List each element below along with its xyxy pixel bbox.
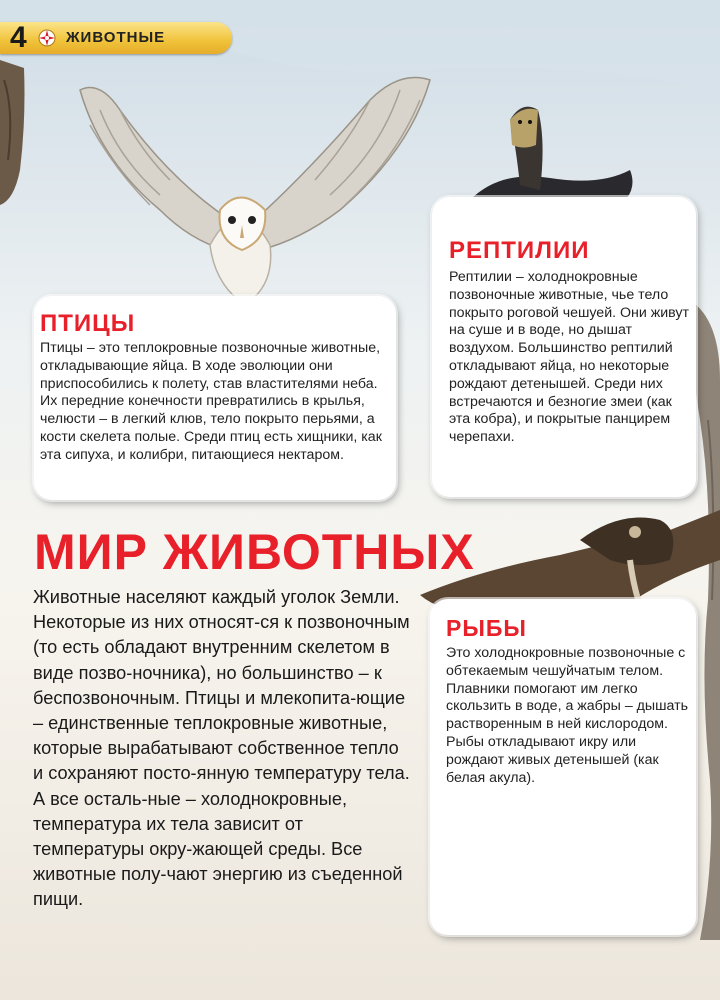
page-number: 4 [10,21,27,54]
reptiles-card [432,197,696,497]
barn-owl-illustration [60,70,440,330]
reptiles-text: Рептилии – холоднокровные позвоночные животные, чье тело покрыто роговой чешуей. Они живут на суше и в воде, но дышат воздухом. Большинство рептилий откладывают яйца, но некоторые рождают детенышей. Среди них встречаются и безногие змеи (как эта кобра), и покрытые панцирем черепахи. [449,269,689,446]
reptiles-heading: РЕПТИЛИИ [449,237,590,264]
page-header-tab [0,22,232,54]
fish-card [430,599,696,935]
birds-card [34,296,396,500]
fish-heading: РЫБЫ [446,615,527,641]
birds-text: Птицы – это теплокровные позвоночные животные, откладывающие яйца. В ходе эволюции они приспособились к полету, став властителями неба. Их передние конечности превратились в крылья, челюсти – в легкий клюв, тело покрыто перьями, а кости скелета полые. Среди птиц есть хищники, как эта сипуха, и колибри, питающиеся нектаром. [40,340,382,463]
fish-text: Это холоднокровные позвоночные с обтекаемым чешуйчатым телом. Плавники помогают им легко скользить в воде, а жабры – дышать растворенным в ней кислородом. Рыбы откладывают икру или рождают живых детенышей (как белая акула). [446,645,688,786]
section-label: ЖИВОТНЫЕ [66,29,166,46]
page-title: МИР ЖИВОТНЫХ [34,524,475,580]
birds-heading: ПТИЦЫ [40,310,136,337]
intro-text: Животные населяют каждый уголок Земли. Некоторые из них относят-ся к позвоночным (то есть обладают внутренним скелетом в виде позво-ночника), но большинство – к беспозвоночным. Птицы и млекопита-ющие – единственные теплокровные животные, которые вырабатывают собственное тепло и сохраняют посто-янную температуру тела. А все осталь-ные – холоднокровные, температура их тела зависит от температуры окру-жающей среды. Все животные полу-чают энергию из съеденной пищи. [33,587,410,910]
compass-icon [38,29,56,47]
elephant-left-illustration [0,60,26,205]
